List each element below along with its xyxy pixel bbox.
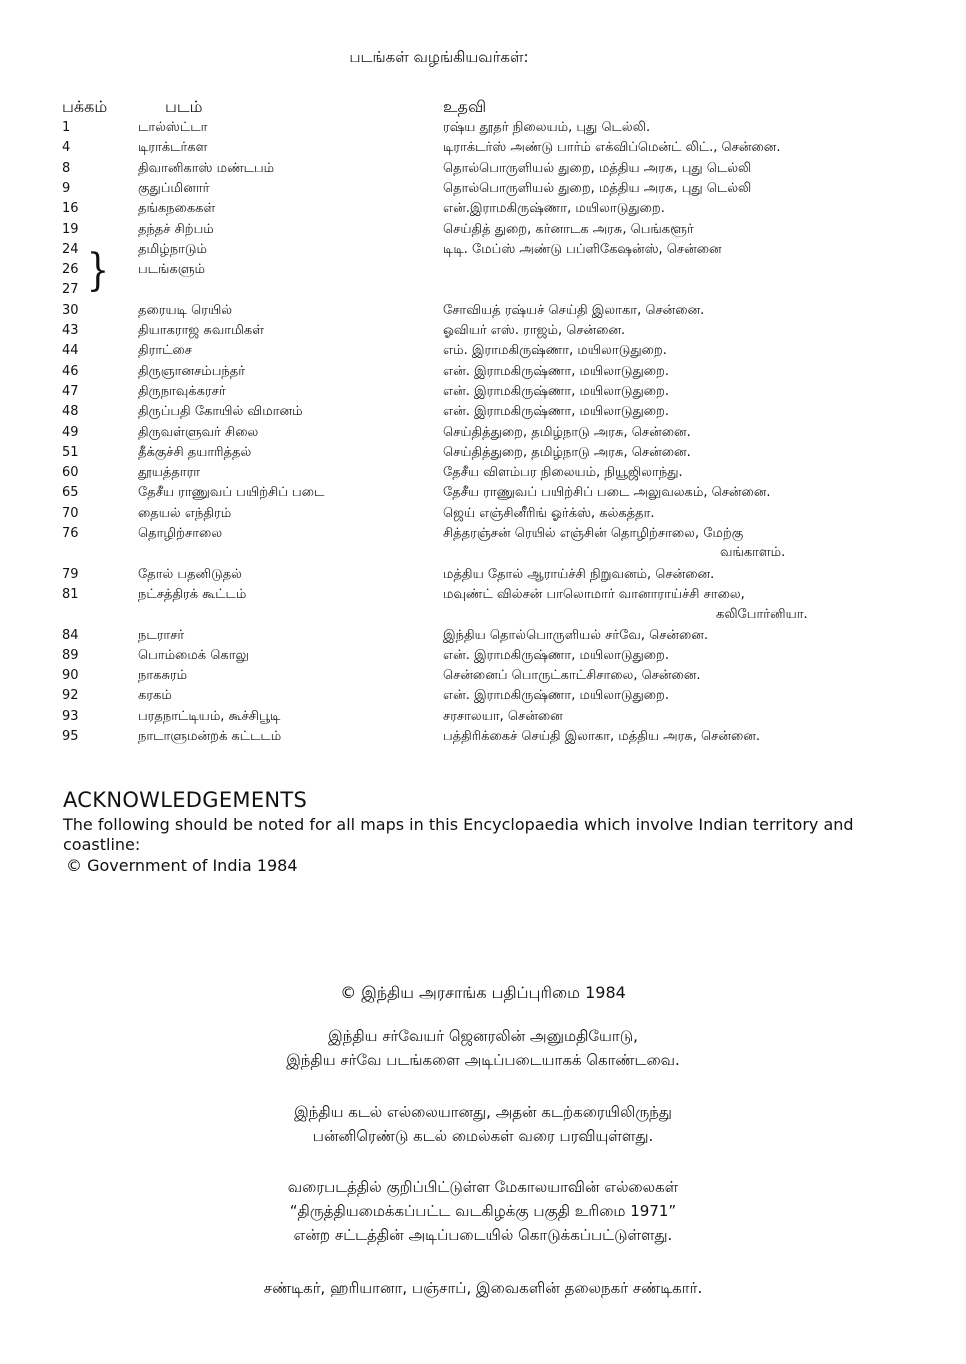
table-row xyxy=(0,159,966,179)
header-subject: படம் xyxy=(165,97,203,116)
picture-credit: என்.இராமகிருஷ்ணா, மயிலாடுதுறை. xyxy=(443,201,665,217)
picture-subject: டிராக்டர்கள xyxy=(138,140,208,156)
table-row xyxy=(0,362,966,382)
picture-credit: செய்தித் துறை, கர்னாடக அரசு, பெங்களூர் xyxy=(443,221,694,237)
table-row xyxy=(0,199,966,219)
picture-credit: சோவியத் ரஷ்யச் செய்தி இலாகா, சென்னை. xyxy=(443,302,705,318)
picture-subject: தரையடி ரெயில் xyxy=(138,302,233,318)
picture-subject: நட்சத்திரக் கூட்டம் xyxy=(138,586,247,602)
picture-subject: நடராசர் xyxy=(138,627,185,643)
picture-subject: திராட்சை xyxy=(138,343,193,359)
table-row xyxy=(0,626,966,646)
header-page: பக்கம் xyxy=(62,97,108,116)
table-row xyxy=(0,585,966,605)
picture-credit: இந்திய தொல்பொருளியல் சர்வே, சென்னை. xyxy=(443,627,709,643)
page-number: 70 xyxy=(62,505,79,521)
page-number: 27 xyxy=(62,282,79,298)
page-number: 24 xyxy=(62,241,79,257)
picture-subject: தையல் எந்திரம் xyxy=(138,505,232,521)
tamil-para-2-line-1: இந்திய கடல் எல்லையானது, அதன் கடற்கரையிலிருந்து xyxy=(294,1103,672,1121)
picture-subject: தோல் பதனிடுதல் xyxy=(138,566,242,582)
ack-heading: ACKNOWLEDGEMENTS xyxy=(63,788,308,812)
picture-credit: சித்தரஞ்சன் ரெயில் எஞ்சின் தொழிற்சாலை, மேற்கு xyxy=(443,526,744,541)
credit-continuation-76: வங்காளம். xyxy=(720,545,786,560)
table-row xyxy=(0,118,966,138)
picture-subject: டால்ஸ்ட்டா xyxy=(138,120,208,135)
tamil-copyright: © இந்திய அரசாங்க பதிப்புரிமை 1984 xyxy=(340,983,626,1002)
table-row xyxy=(0,301,966,321)
table-row xyxy=(0,686,966,706)
picture-subject: நாகசுரம் xyxy=(138,668,188,684)
picture-subject: தியாகராஜ சுவாமிகள் xyxy=(138,323,264,338)
picture-subject: தேசீய ராணுவப் பயிற்சிப் படை xyxy=(138,485,325,501)
picture-subject: தமிழ்நாடும் xyxy=(138,241,207,257)
page-number: 8 xyxy=(62,160,71,176)
picture-credit: தொல்பொருளியல் துறை, மத்திய அரசு, புது டெல்லி xyxy=(443,160,752,176)
page-number: 48 xyxy=(62,404,79,420)
tamil-para-1-line-1: இந்திய சர்வேயர் ஜெனரலின் அனுமதியோடு, xyxy=(328,1027,638,1045)
page-number: 30 xyxy=(62,302,79,318)
page-number: 16 xyxy=(62,201,79,217)
picture-subject: பொம்மைக் கொலு xyxy=(138,647,249,663)
picture-credit: என். இராமகிருஷ்ணா, மயிலாடுதுறை. xyxy=(443,404,670,420)
table-row xyxy=(0,666,966,686)
tamil-para-3-line-1: வரைபடத்தில் குறிப்பிட்டுள்ள மேகாலயாவின் எல்லைகள் xyxy=(287,1178,679,1196)
ack-copyright: © Government of India 1984 xyxy=(66,856,298,875)
table-row xyxy=(0,402,966,422)
picture-credit: எம். இராமகிருஷ்ணா, மயிலாடுதுறை. xyxy=(443,343,667,359)
picture-credit: என். இராமகிருஷ்ணா, மயிலாடுதுறை. xyxy=(443,647,670,663)
table-row xyxy=(0,240,966,260)
picture-credit: ஓவியர் எஸ். ராஜம், சென்னை. xyxy=(443,323,626,338)
page-number: 92 xyxy=(62,688,79,704)
tamil-para-2 xyxy=(0,1100,966,1148)
table-row xyxy=(0,220,966,240)
tamil-para-3 xyxy=(0,1175,966,1247)
picture-credit: மவுண்ட் வில்சன் பாலொமார் வானாராய்ச்சி சாலை, xyxy=(443,586,745,602)
table-row xyxy=(0,260,966,280)
picture-subject: படங்களும் xyxy=(138,262,205,278)
page-number: 9 xyxy=(62,180,71,196)
picture-credit: ஜெய் எஞ்சினீரிங் ஓர்க்ஸ், கல்கத்தா. xyxy=(443,505,655,521)
picture-credit: சரசாலயா, சென்னை xyxy=(443,708,563,724)
table-row xyxy=(0,179,966,199)
page-number: 90 xyxy=(62,668,79,684)
table-row xyxy=(0,565,966,585)
table-row xyxy=(0,138,966,158)
picture-subject: தந்தச் சிற்பம் xyxy=(138,221,214,237)
picture-subject: குதுப்மினார் xyxy=(138,180,210,196)
page-number: 46 xyxy=(62,363,79,379)
picture-subject: தூயத்தாரா xyxy=(138,465,201,481)
table-row xyxy=(0,727,966,747)
page-number: 43 xyxy=(62,323,79,338)
picture-subject: தீக்குச்சி தயாரித்தல் xyxy=(138,444,252,460)
picture-subject: பரதநாட்டியம், கூச்சிபூடி xyxy=(138,708,281,724)
page-number: 44 xyxy=(62,343,79,359)
tamil-para-2-line-2: பன்னிரெண்டு கடல் மைல்கள் வரை பரவியுள்ளது. xyxy=(312,1127,654,1145)
table-row xyxy=(0,524,966,544)
table-row xyxy=(0,382,966,402)
picture-credit: செய்தித்துறை, தமிழ்நாடு அரசு, சென்னை. xyxy=(443,444,691,460)
picture-subject: தங்கநகைகள் xyxy=(138,201,216,217)
page-number: 60 xyxy=(62,465,79,481)
tamil-para-3-line-3: என்ற சட்டத்தின் அடிப்படையில் கொடுக்கப்பட்டுள்ளது. xyxy=(293,1226,673,1244)
picture-subject: திருவள்ளுவர் சிலை xyxy=(138,424,259,440)
tamil-para-3-line-2: “திருத்தியமைக்கப்பட்ட வடகிழக்கு பகுதி உரிமை 1971” xyxy=(289,1202,677,1220)
table-row xyxy=(0,504,966,524)
table-row xyxy=(0,646,966,666)
picture-subject: திவானிகாஸ் மண்டபம் xyxy=(138,160,275,176)
page-number: 1 xyxy=(62,120,71,135)
credit-continuation-81: கலிபோர்னியா. xyxy=(716,607,808,622)
page-number: 76 xyxy=(62,526,79,541)
table-row xyxy=(0,483,966,503)
picture-credit: டிடி. மேப்ஸ் அண்டு பப்ளிகேஷன்ஸ், சென்னை xyxy=(443,241,722,257)
credits-title: படங்கள் வழங்கியவர்கள்: xyxy=(349,48,529,66)
picture-credit: ரஷ்ய தூதர் நிலையம், புது டெல்லி. xyxy=(443,120,651,135)
page-number: 89 xyxy=(62,647,79,663)
picture-subject: திருப்பதி கோயில் விமானம் xyxy=(138,404,303,420)
tamil-para-1-line-2: இந்திய சர்வே படங்களை அடிப்படையாகக் கொண்டவை. xyxy=(286,1051,680,1069)
picture-credit: செய்தித்துறை, தமிழ்நாடு அரசு, சென்னை. xyxy=(443,424,691,440)
picture-credit: தொல்பொருளியல் துறை, மத்திய அரசு, புது டெல்லி xyxy=(443,180,752,196)
page-number: 47 xyxy=(62,383,79,399)
picture-credit: தேசீய ராணுவப் பயிற்சிப் படை அலுவலகம், சென்னை. xyxy=(443,485,771,501)
tamil-para-4: சண்டிகர், ஹரியானா, பஞ்சாப், இவைகளின் தலைநகர் சண்டிகார். xyxy=(263,1279,703,1297)
picture-subject: நாடாளுமன்றக் கட்டடம் xyxy=(138,729,282,744)
picture-credit: என். இராமகிருஷ்ணா, மயிலாடுதுறை. xyxy=(443,383,670,399)
picture-credit: என். இராமகிருஷ்ணா, மயிலாடுதுறை. xyxy=(443,363,670,379)
page-number: 26 xyxy=(62,262,79,278)
tamil-para-1 xyxy=(0,1024,966,1072)
page-number: 49 xyxy=(62,424,79,440)
page-number: 4 xyxy=(62,140,71,156)
header-credit: உதவி xyxy=(443,97,487,116)
page-number: 81 xyxy=(62,586,79,602)
picture-credit: சென்னைப் பொருட்காட்சிசாலை, சென்னை. xyxy=(443,668,701,684)
picture-subject: தொழிற்சாலை xyxy=(138,526,223,541)
page-number: 65 xyxy=(62,485,79,501)
table-row xyxy=(0,707,966,727)
page-number: 93 xyxy=(62,708,79,724)
page-number: 19 xyxy=(62,221,79,237)
page-number: 51 xyxy=(62,444,79,460)
picture-credit: டிராக்டர்ஸ் அண்டு பார்ம் எக்விப்மென்ட் லிட்., சென்னை. xyxy=(443,140,781,156)
brace: } xyxy=(86,245,110,296)
table-row xyxy=(0,321,966,341)
picture-credit: பத்திரிக்கைச் செய்தி இலாகா, மத்திய அரசு, சென்னை. xyxy=(443,729,760,744)
page-number: 84 xyxy=(62,627,79,643)
table-row xyxy=(0,341,966,361)
picture-subject: திருஞானசம்பந்தர் xyxy=(138,363,245,379)
table-row xyxy=(0,463,966,483)
picture-credit: என். இராமகிருஷ்ணா, மயிலாடுதுறை. xyxy=(443,688,670,704)
table-row xyxy=(0,423,966,443)
picture-credit: தேசீய விளம்பர நிலையம், நியூஜிலாந்து. xyxy=(443,465,683,481)
table-row xyxy=(0,280,966,300)
picture-subject: திருநாவுக்கரசர் xyxy=(138,383,226,399)
page-number: 95 xyxy=(62,729,79,744)
picture-credit: மத்திய தோல் ஆராய்ச்சி நிறுவனம், சென்னை. xyxy=(443,566,715,582)
picture-subject: கரகம் xyxy=(138,688,172,704)
ack-body: The following should be noted for all maps in this Encyclopaedia which involve Indian territory and coastline: xyxy=(63,815,854,854)
table-row xyxy=(0,443,966,463)
page-number: 79 xyxy=(62,566,79,582)
